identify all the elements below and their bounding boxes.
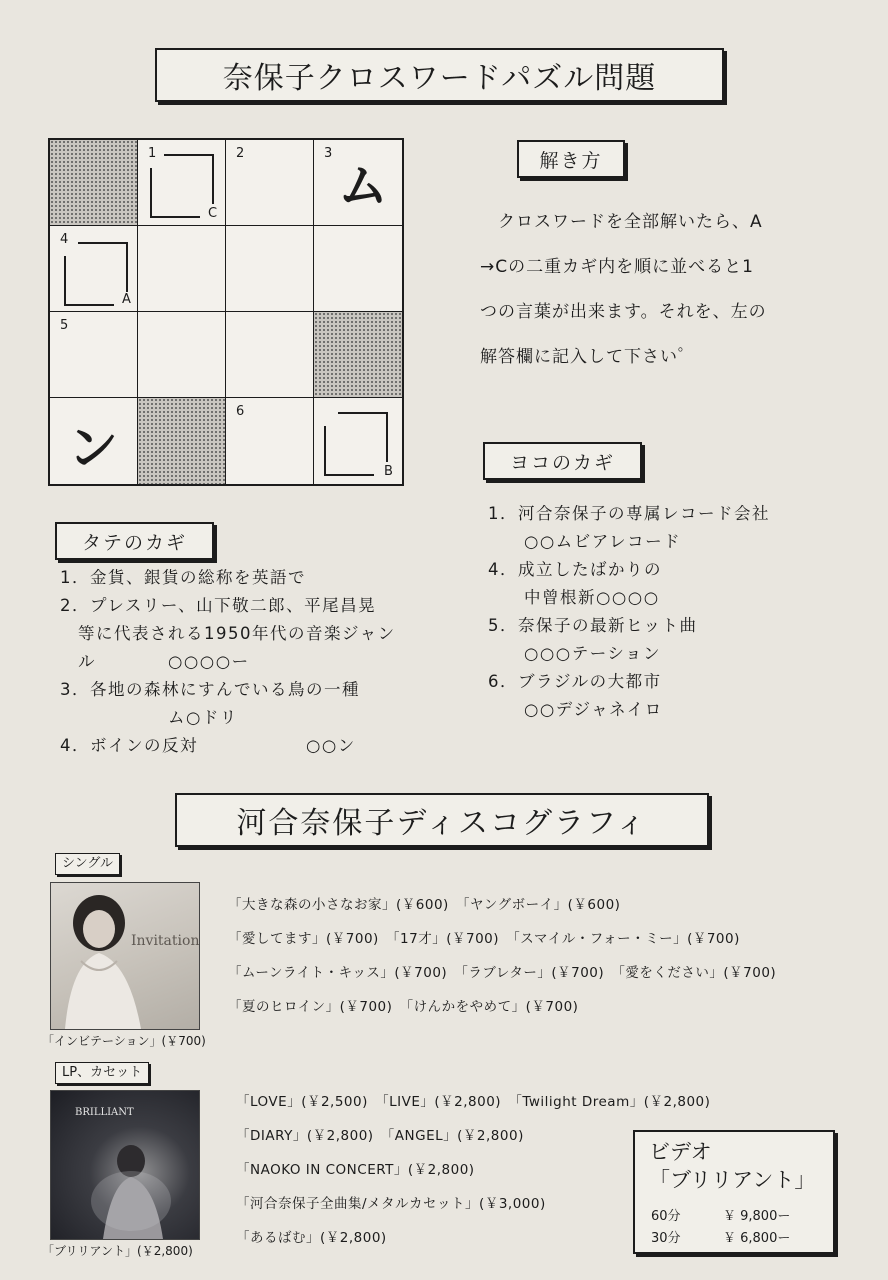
list-item: 「LOVE」(￥2,500) 「LIVE」(￥2,800) 「Twilight Dream」(￥2,800) [236,1094,711,1110]
grid-cell[interactable] [138,226,226,312]
grid-cell[interactable] [226,140,314,226]
jacket-title-text: BRILLIANT [75,1107,134,1118]
single-jacket-image [50,882,200,1030]
clue-line: ○○ムビアレコード [488,532,682,551]
clue-line: ○○デジャネイロ [488,700,663,719]
grid-cell-black [314,312,402,398]
howto-title: 解き方 [517,140,625,178]
clue-number: 2 [236,146,245,161]
clue-line: ル ○○○○ー [60,652,250,671]
clue-line: ○○○テーション [488,644,662,663]
grid-cell[interactable] [314,398,402,484]
singles-tag: シングル [55,853,120,875]
grid-cell[interactable] [138,140,226,226]
video-title: 「ブリリアント」 [649,1168,816,1192]
grid-cell[interactable] [226,226,314,312]
filled-character: ム [338,157,388,215]
list-item: 「夏のヒロイン」(￥700) 「けんかをやめて」(￥700) [228,999,579,1015]
howto-line: クロスワードを全部解いたら、A [480,212,763,232]
list-item: 「あるばむ」(￥2,800) [236,1230,387,1246]
clue-line: 中曾根新○○○○ [488,588,660,607]
singles-list [228,888,776,1024]
video-price: ￥ 6,800ー [723,1231,791,1246]
grid-cell[interactable] [314,140,402,226]
grid-cell[interactable] [226,312,314,398]
double-box-b [338,412,388,462]
single-jacket-caption: 「インビテーション」(￥700) [42,1034,206,1048]
lp-jacket-caption: 「ブリリアント」(￥2,800) [42,1244,193,1258]
portrait-illustration [51,883,199,1029]
grid-cell-black [50,140,138,226]
howto-line: つの言葉が出来ます。それを、左の [480,302,767,322]
clue-number: 3 [324,146,333,161]
double-box-a [78,242,128,292]
clue-number: 4 [60,232,69,247]
video-duration: 30分 [651,1231,681,1246]
video-price-row [651,1205,826,1224]
clue-line: 6．ブラジルの大都市 [488,672,662,691]
clue-line: ム○ドリ [60,708,238,727]
double-box-c [164,154,214,204]
clue-line: 5．奈保子の最新ヒット曲 [488,616,698,635]
lp-cassette-tag: LP、カセット [55,1062,149,1084]
clue-line: 3．各地の森林にすんでいる鳥の一種 [60,680,360,699]
across-clues-title: ヨコのカギ [483,442,642,480]
list-item: 「河合奈保子全曲集/メタルカセット」(￥3,000) [236,1196,546,1212]
video-duration: 60分 [651,1209,681,1224]
page-title: 奈保子クロスワードパズル問題 [155,48,724,102]
clue-line: 2．プレスリー、山下敬二郎、平尾昌晃 [60,596,377,615]
double-box-letter: C [208,206,218,221]
video-price-row [651,1227,826,1246]
video-box [633,1130,835,1254]
list-item: 「大きな森の小さなお家」(￥600) 「ヤングボーイ」(￥600) [228,897,621,913]
video-price: ￥ 9,800ー [723,1209,791,1224]
discography-title: 河合奈保子ディスコグラフィ [175,793,709,847]
crossword-grid [48,138,404,486]
down-clues-title: タテのカギ [55,522,214,560]
clue-number: 1 [148,146,157,161]
clue-line: 4．ボインの反対 ○○ン [60,736,356,755]
double-box-letter: A [122,292,131,307]
clue-line: 1．金貨、銀貨の総称を英語で [60,568,306,587]
grid-cell-black [138,398,226,484]
grid-cell[interactable] [50,398,138,484]
jacket-title-text: Invitation [131,933,200,949]
list-item: 「DIARY」(￥2,800) 「ANGEL」(￥2,800) [236,1128,524,1144]
clue-line: 1．河合奈保子の専属レコード会社 [488,504,770,523]
list-item: 「NAOKO IN CONCERT」(￥2,800) [236,1162,475,1178]
clue-line: 等に代表される1950年代の音楽ジャン [60,624,396,643]
list-item: 「愛してます」(￥700) 「17才」(￥700) 「スマイル・フォー・ミー」(￥700) [228,931,740,947]
clue-number: 5 [60,318,69,333]
list-item: 「ムーンライト・キッス」(￥700) 「ラブレター」(￥700) 「愛をください」(￥700) [228,965,777,981]
grid-cell[interactable] [50,312,138,398]
howto-line: 解答欄に記入して下さい゜ [480,347,696,367]
howto-line: →Cの二重カギ内を順に並べると1 [480,257,754,277]
filled-character: ン [68,419,118,477]
clue-line: 4．成立したばかりの [488,560,662,579]
lp-jacket-image [50,1090,200,1240]
down-clues [60,564,460,760]
grid-cell[interactable] [226,398,314,484]
grid-cell[interactable] [314,226,402,312]
video-label: ビデオ [649,1140,712,1164]
double-box-letter: B [384,464,393,479]
howto-text [480,200,840,380]
grid-cell[interactable] [50,226,138,312]
across-clues [488,500,868,724]
grid-cell[interactable] [138,312,226,398]
clue-number: 6 [236,404,245,419]
